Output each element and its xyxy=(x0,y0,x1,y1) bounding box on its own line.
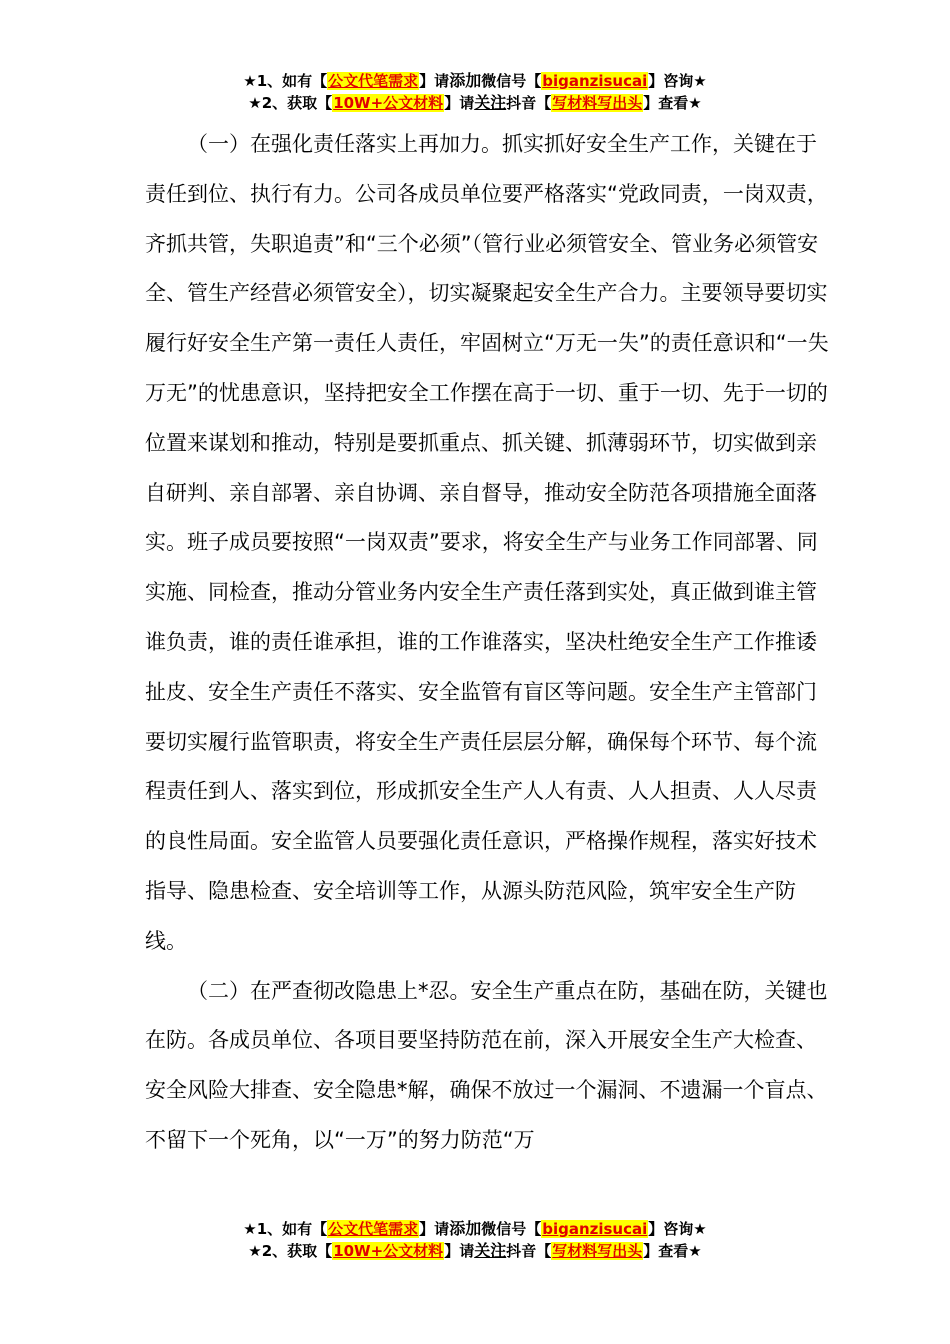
wechat-id-highlight: biganzisucai xyxy=(542,72,648,90)
ghostwriting-highlight: 公文代笔需求 xyxy=(328,1220,419,1238)
douyin-highlight: 写材料写出头 xyxy=(552,1242,643,1260)
header-line-1-mid2: 微信号【 xyxy=(481,72,542,90)
footer-line-1 xyxy=(0,1218,950,1240)
douyin-highlight: 写材料写出头 xyxy=(552,94,643,112)
footer-banner xyxy=(0,1218,950,1262)
paragraph-responsibility: （一）在强化责任落实上再加力。抓实抓好安全生产工作，关键在于责任到位、执行有力。公司各成员单位要严格落实“党政同责，一岗双责，齐抓共管，失职追责”和“三个必须”（管行业必须管安全、管业务必须管安全、管生产经营必须管安全），切实凝聚起安全生产合力。主要领导要切实履行好安全生产第一责任人责任，牢固树立“万无一失”的责任意识和“一失万无”的忧患意识，坚持把安全工作摆在高于一切、重于一切、先于一切的位置来谋划和推动，特别是要抓重点、抓关键、抓薄弱环节，切实做到亲自研判、亲自部署、亲自协调、亲自督导，推动安全防范各项措施全面落实。班子成员要按照“一岗双责”要求，将安全生产与业务工作同部署、同实施、同检查，推动分管业务内安全生产责任落到实处，真正做到谁主管谁负责，谁的责任谁承担，谁的工作谁落实，坚决杜绝安全生产工作推诿扯皮、安全生产责任不落实、安全监管有盲区等问题。安全生产主管部门要切实履行监管职责，将安全生产责任层层分解，确保每个环节、每个流程责任到人、落实到位，形成抓安全生产人人有责、人人担责、人人尽责的良性局面。安全监管人员要强化责任意识，严格操作规程，落实好技术指导、隐患检查、安全培训等工作，从源头防范风险，筑牢安全生产防线。 xyxy=(145,132,829,953)
header-line-1-prefix: 1、如有【 xyxy=(256,72,328,90)
footer-line-1-prefix: 1、如有【 xyxy=(256,1220,328,1238)
star-icon: ★ xyxy=(248,94,262,112)
footer-line-2 xyxy=(0,1240,950,1262)
star-icon: ★ xyxy=(243,1220,257,1238)
star-icon: ★ xyxy=(243,72,257,90)
footer-line-2-suffix: 】查看★ xyxy=(643,1242,702,1260)
materials-highlight: 10W+公文材料 xyxy=(333,94,444,112)
materials-highlight: 10W+公文材料 xyxy=(333,1242,444,1260)
header-line-2 xyxy=(0,92,950,114)
footer-line-1-mid1: 】请 xyxy=(419,1220,450,1238)
footer-line-2-mid2: 抖音【 xyxy=(506,1242,552,1260)
footer-line-1-suffix: 】咨询★ xyxy=(648,1220,707,1238)
header-banner xyxy=(0,70,950,114)
footer-line-2-bold: 关注 xyxy=(474,1241,507,1260)
footer-line-2-mid1: 】请 xyxy=(444,1242,475,1260)
document-body xyxy=(145,120,835,1166)
header-line-2-mid1: 】请 xyxy=(444,94,475,112)
header-line-2-bold: 关注 xyxy=(474,93,507,112)
star-icon: ★ xyxy=(248,1242,262,1260)
footer-line-2-prefix: 2、获取【 xyxy=(261,1242,333,1260)
footer-line-1-bold: 添加 xyxy=(449,1219,482,1238)
header-line-1-bold: 添加 xyxy=(449,71,482,90)
ghostwriting-highlight: 公文代笔需求 xyxy=(328,72,419,90)
paragraph-hazards: （二）在严查彻改隐患上*忍。安全生产重点在防，基础在防，关键也在防。各成员单位、各项目要坚持防范在前，深入开展安全生产大检查、安全风险大排查、安全隐患*解，确保不放过一个漏洞、不遗漏一个盲点、不留下一个死角，以“一万”的努力防范“万 xyxy=(145,978,828,1152)
header-line-2-prefix: 2、获取【 xyxy=(261,94,333,112)
header-line-2-mid2: 抖音【 xyxy=(506,94,552,112)
footer-line-1-mid2: 微信号【 xyxy=(481,1220,542,1238)
wechat-id-highlight: biganzisucai xyxy=(542,1220,648,1238)
header-line-2-suffix: 】查看★ xyxy=(643,94,702,112)
header-line-1-mid1: 】请 xyxy=(419,72,450,90)
header-line-1-suffix: 】咨询★ xyxy=(648,72,707,90)
header-line-1 xyxy=(0,70,950,92)
